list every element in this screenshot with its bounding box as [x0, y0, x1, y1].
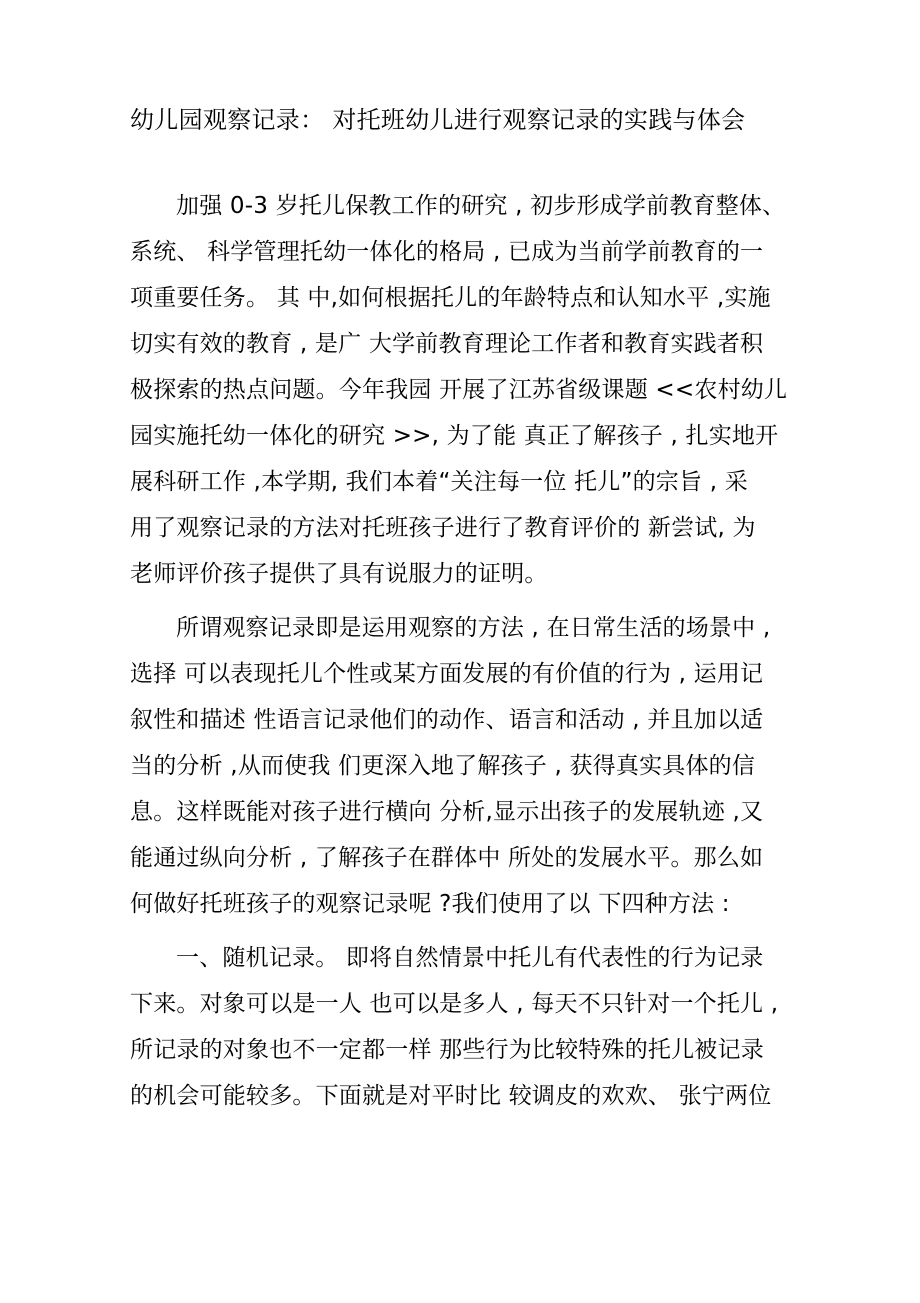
- paragraph-2-line-4: 当的分析 ,从而使我 们更深入地了解孩子 , 获得真实具体的信: [130, 753, 756, 779]
- paragraph-2-line-1: 所谓观察记录即是运用观察的方法 , 在日常生活的场景中 ,: [176, 615, 771, 641]
- paragraph-1-line-2: 系统、 科学管理托幼一体化的格局 , 已成为当前学前教育的一: [130, 239, 764, 265]
- paragraph-1-line-9: 老师评价孩子提供了具有说服力的证明。: [130, 561, 548, 587]
- paragraph-3-line-3: 所记录的对象也不一定都一样 那些行为比较特殊的托儿被记录: [130, 1037, 764, 1063]
- document-title: 幼儿园观察记录： 对托班幼儿进行观察记录的实践与体会: [130, 106, 746, 134]
- paragraph-1-line-5: 极探索的热点问题。今年我园 开展了江苏省级课题 <<农村幼儿: [130, 377, 788, 403]
- paragraph-1-line-8: 用了观察记录的方法对托班孩子进行了教育评价的 新尝试, 为: [130, 515, 756, 541]
- paragraph-2-line-7: 何做好托班孩子的观察记录呢 ?我们使用了以 下四种方法 :: [130, 891, 730, 917]
- paragraph-1-line-3: 项重要任务。 其 中,如何根据托儿的年龄特点和认知水平 ,实施: [130, 285, 771, 311]
- paragraph-1-line-7: 展科研工作 ,本学期, 我们本着“关注每一位 托儿”的宗旨 , 采: [130, 469, 748, 495]
- paragraph-1-line-4: 切实有效的教育 , 是广 大学前教育理论工作者和教育实践者积: [130, 331, 764, 357]
- paragraph-1-line-6: 园实施托幼一体化的研究 >>, 为了能 真正了解孩子 , 扎实地开: [130, 423, 779, 449]
- paragraph-2-line-2: 选择 可以表现托儿个性或某方面发展的有价值的行为 , 运用记: [130, 661, 764, 687]
- paragraph-3-line-4: 的机会可能较多。下面就是对平时比 较调皮的欢欢、 张宁两位: [130, 1083, 772, 1109]
- paragraph-3-line-1: 一、随机记录。 即将自然情景中托儿有代表性的行为记录: [176, 945, 764, 971]
- paragraph-1-line-1: 加强 0-3 岁托儿保教工作的研究 , 初步形成学前教育整体、: [176, 193, 786, 219]
- paragraph-2-line-3: 叙性和描述 性语言记录他们的动作、语言和活动 , 并且加以适: [130, 707, 764, 733]
- paragraph-2-line-6: 能通过纵向分析 , 了解孩子在群体中 所处的发展水平。那么如: [130, 845, 764, 871]
- paragraph-3-line-2: 下来。对象可以是一人 也可以是多人 , 每天不只针对一个托儿 ,: [130, 991, 779, 1017]
- paragraph-2-line-5: 息。这样既能对孩子进行横向 分析,显示出孩子的发展轨迹 ,又: [130, 799, 764, 825]
